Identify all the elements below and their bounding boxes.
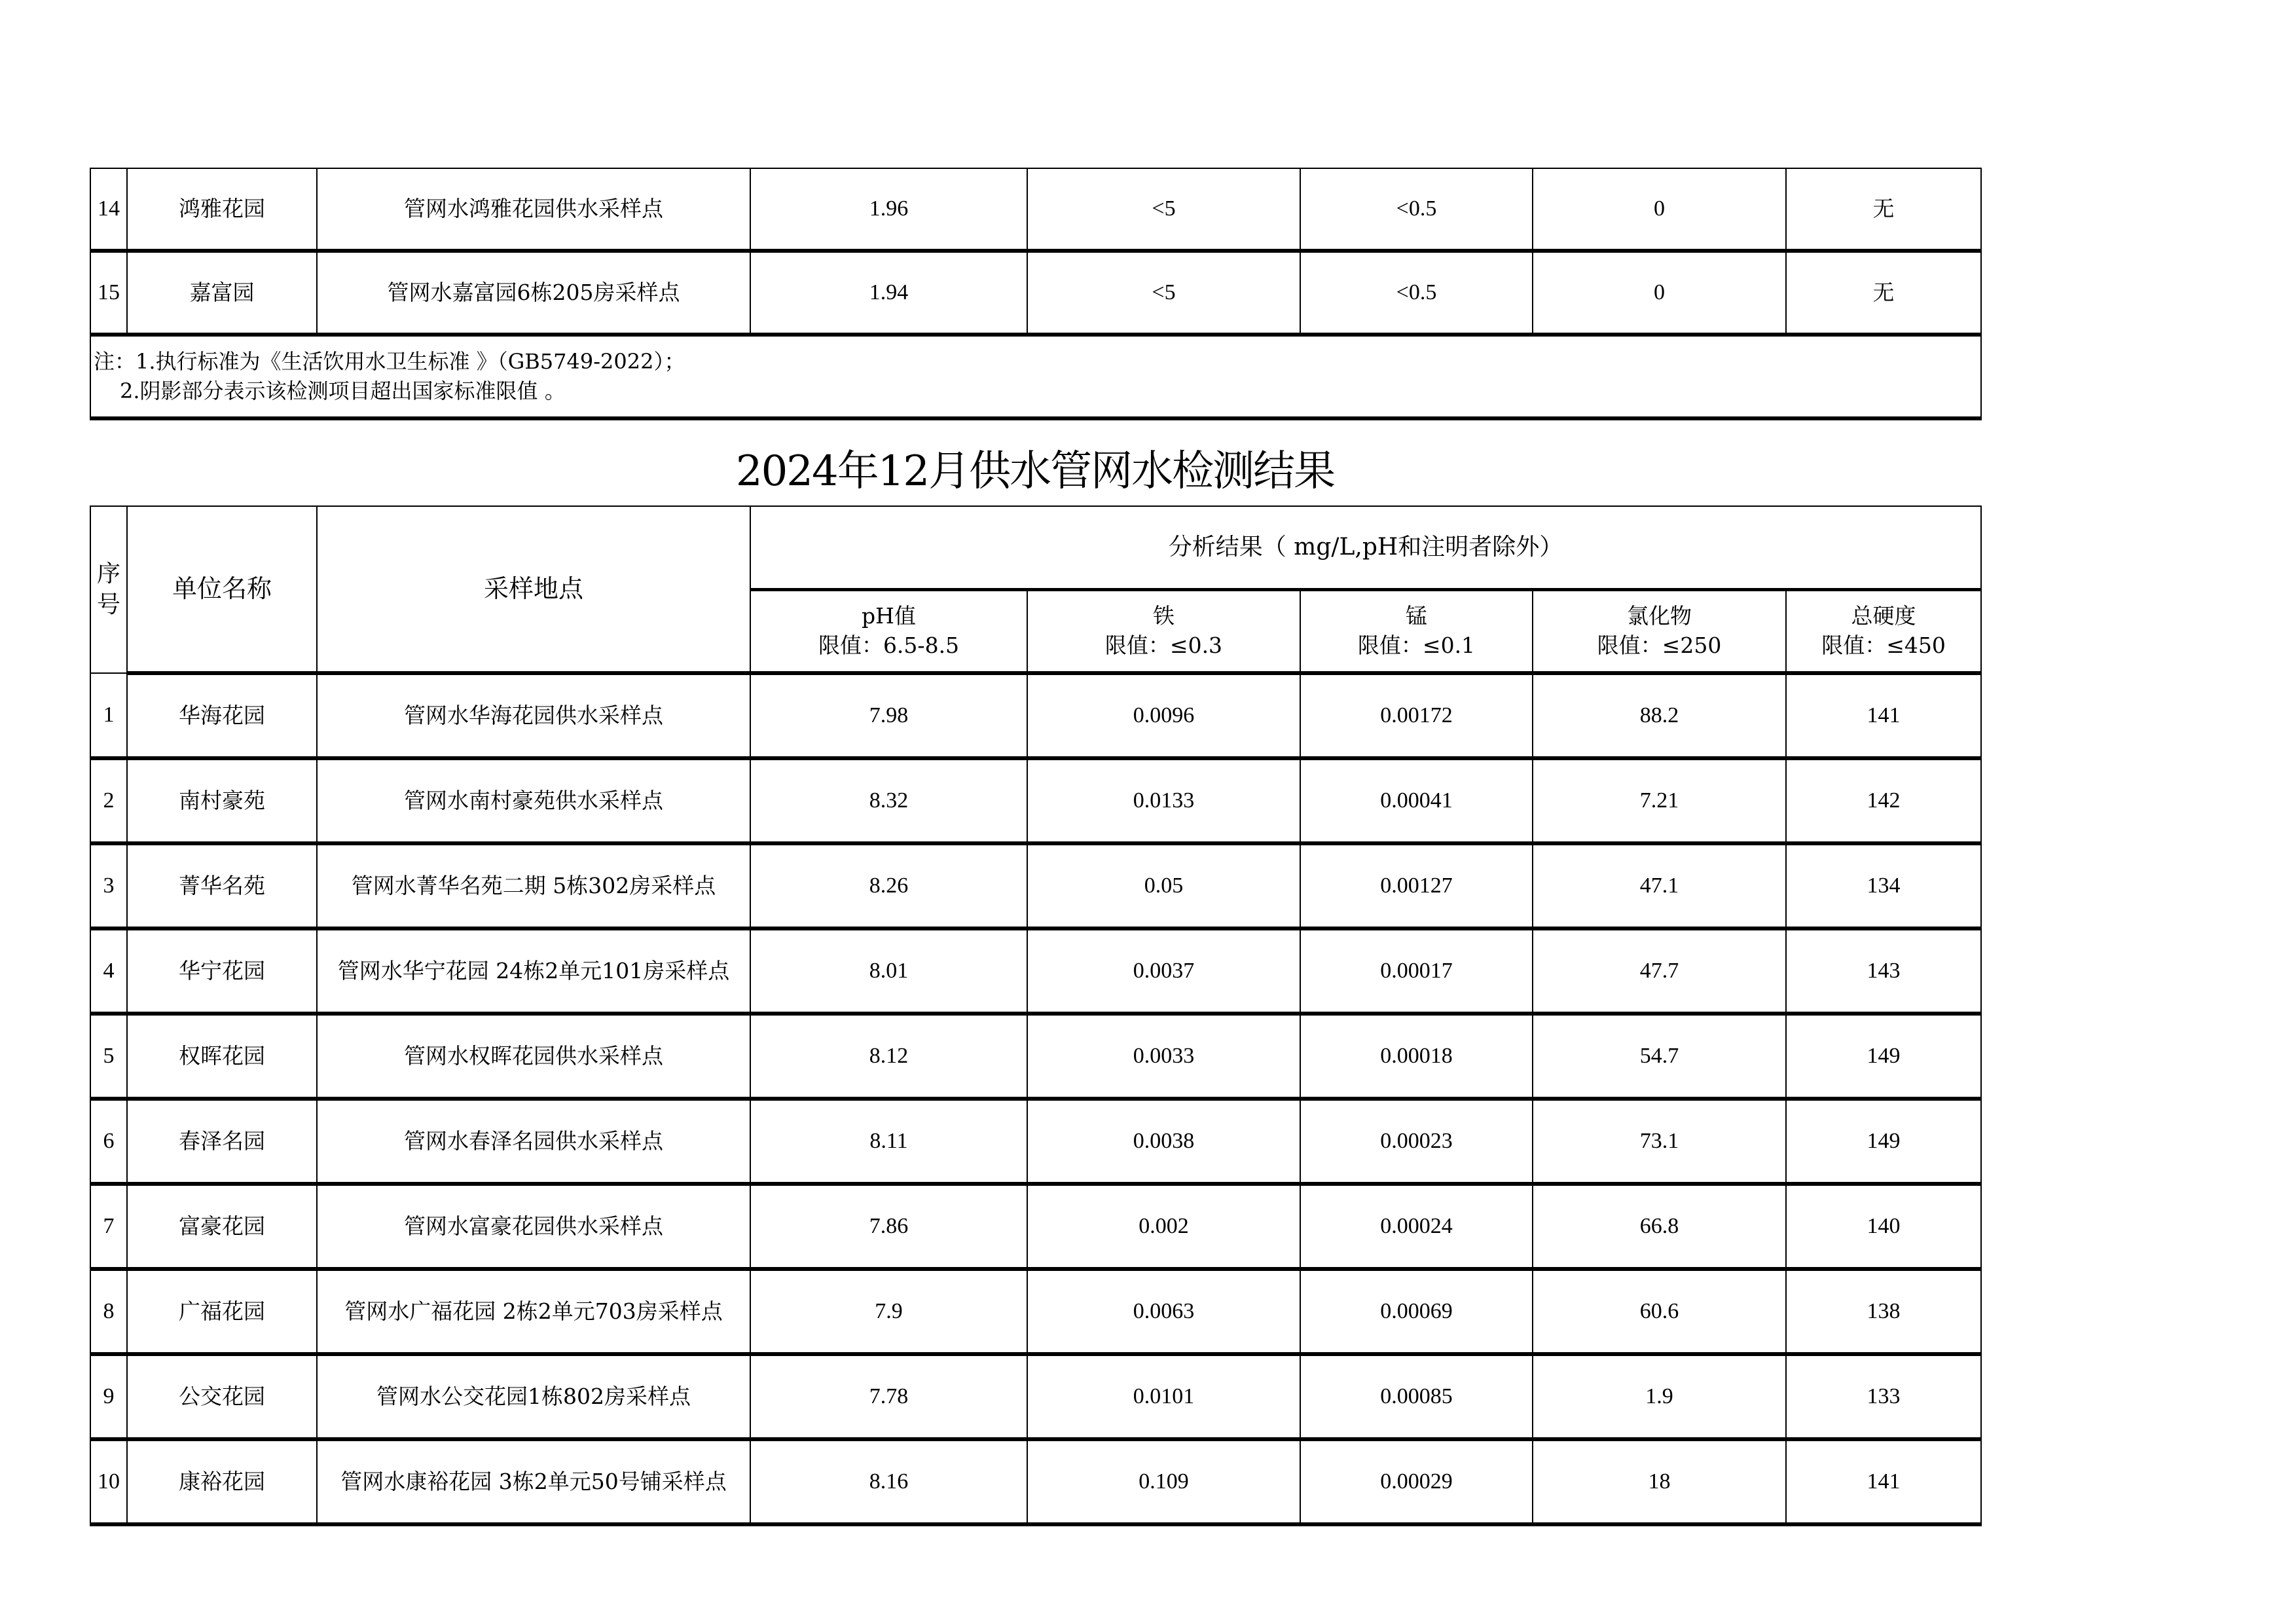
- manganese-cell: 0.00127: [1300, 843, 1533, 928]
- total-hardness-cell: 134: [1786, 843, 1981, 928]
- sampling-site-cell: 管网水鸿雅花园供水采样点: [317, 168, 750, 251]
- ph-cell: 8.11: [750, 1099, 1027, 1184]
- note-line-1: 注：1.执行标准为《生活饮用水卫生标准 》（GB5749-2022）；: [94, 349, 685, 375]
- chloride-cell: 54.7: [1533, 1014, 1786, 1099]
- total-hardness-cell: 142: [1786, 758, 1981, 843]
- unit-name-cell: 权晖花园: [127, 1014, 317, 1099]
- chloride-cell: 73.1: [1533, 1099, 1786, 1184]
- unit-name-cell: 嘉富园: [127, 251, 317, 335]
- iron-cell: 0.0063: [1027, 1269, 1300, 1354]
- ph-cell: 8.32: [750, 758, 1027, 843]
- chloride-cell: 88.2: [1533, 673, 1786, 758]
- iron-cell: 0.0037: [1027, 928, 1300, 1014]
- seq-cell: 8: [90, 1269, 127, 1354]
- chloride-cell: 7.21: [1533, 758, 1786, 843]
- table-row: [90, 1354, 1981, 1439]
- sampling-site-cell: 管网水菁华名苑二期 5栋302房采样点: [317, 843, 750, 928]
- table-row: [90, 1439, 1981, 1524]
- unit-name-cell: 富豪花园: [127, 1184, 317, 1269]
- ph-cell: 8.26: [750, 843, 1027, 928]
- unit-name-cell: 公交花园: [127, 1354, 317, 1439]
- total-hardness-cell: 149: [1786, 1014, 1981, 1099]
- unit-name-cell: 南村豪苑: [127, 758, 317, 843]
- manganese-cell: 0.00085: [1300, 1354, 1533, 1439]
- header-sampling-site: 采样地点: [317, 506, 750, 673]
- total-hardness-cell: 143: [1786, 928, 1981, 1014]
- seq-cell: 10: [90, 1439, 127, 1524]
- sampling-site-cell: 管网水春泽名园供水采样点: [317, 1099, 750, 1184]
- ph-cell: 7.78: [750, 1354, 1027, 1439]
- sampling-site-cell: 管网水公交花园1栋802房采样点: [317, 1354, 750, 1439]
- value-cell: 1.94: [750, 251, 1027, 335]
- table-row: [90, 673, 1981, 758]
- chloride-cell: 47.7: [1533, 928, 1786, 1014]
- table-row: [90, 843, 1981, 928]
- seq-cell: 1: [90, 673, 127, 758]
- ph-cell: 8.01: [750, 928, 1027, 1014]
- header-chloride: 氯化物 限值：≤250: [1533, 590, 1786, 674]
- iron-cell: 0.0096: [1027, 673, 1300, 758]
- table-row: [90, 1014, 1981, 1099]
- header-total-hardness: 总硬度 限值：≤450: [1786, 590, 1981, 674]
- manganese-cell: 0.00024: [1300, 1184, 1533, 1269]
- manganese-cell: 0.00041: [1300, 758, 1533, 843]
- table-row: [90, 251, 1981, 335]
- ph-cell: 7.98: [750, 673, 1027, 758]
- ph-cell: 7.86: [750, 1184, 1027, 1269]
- header-manganese: 锰 限值：≤0.1: [1300, 590, 1533, 674]
- seq-cell: 14: [90, 168, 127, 251]
- value-cell: 无: [1786, 168, 1981, 251]
- unit-name-cell: 鸿雅花园: [127, 168, 317, 251]
- value-cell: <0.5: [1300, 168, 1533, 251]
- chloride-cell: 18: [1533, 1439, 1786, 1524]
- header-ph: pH值 限值：6.5-8.5: [750, 590, 1027, 674]
- ph-cell: 8.16: [750, 1439, 1027, 1524]
- manganese-cell: 0.00018: [1300, 1014, 1533, 1099]
- seq-cell: 7: [90, 1184, 127, 1269]
- sampling-site-cell: 管网水嘉富园6栋205房采样点: [317, 251, 750, 335]
- water-test-results-table: [90, 505, 1982, 1526]
- manganese-cell: 0.00069: [1300, 1269, 1533, 1354]
- seq-cell: 6: [90, 1099, 127, 1184]
- seq-cell: 5: [90, 1014, 127, 1099]
- value-cell: <5: [1027, 251, 1300, 335]
- ph-cell: 7.9: [750, 1269, 1027, 1354]
- iron-cell: 0.0101: [1027, 1354, 1300, 1439]
- unit-name-cell: 春泽名园: [127, 1099, 317, 1184]
- sampling-site-cell: 管网水南村豪苑供水采样点: [317, 758, 750, 843]
- seq-cell: 15: [90, 251, 127, 335]
- value-cell: <0.5: [1300, 251, 1533, 335]
- notes-cell: [90, 335, 1981, 418]
- chloride-cell: 60.6: [1533, 1269, 1786, 1354]
- table-row: [90, 928, 1981, 1014]
- notes-row: [90, 335, 1981, 418]
- iron-cell: 0.002: [1027, 1184, 1300, 1269]
- value-cell: 无: [1786, 251, 1981, 335]
- unit-name-cell: 菁华名苑: [127, 843, 317, 928]
- note-line-2: 2.阴影部分表示该检测项目超出国家标准限值 。: [120, 378, 566, 403]
- value-cell: 1.96: [750, 168, 1027, 251]
- value-cell: <5: [1027, 168, 1300, 251]
- table-row: [90, 758, 1981, 843]
- value-cell: 0: [1533, 168, 1786, 251]
- seq-cell: 4: [90, 928, 127, 1014]
- page-title: 2024年12月供水管网水检测结果: [735, 447, 1335, 496]
- value-cell: 0: [1533, 251, 1786, 335]
- table-row: [90, 1099, 1981, 1184]
- sampling-site-cell: 管网水富豪花园供水采样点: [317, 1184, 750, 1269]
- sampling-site-cell: 管网水权晖花园供水采样点: [317, 1014, 750, 1099]
- header-unit-name: 单位名称: [127, 506, 317, 673]
- manganese-cell: 0.00023: [1300, 1099, 1533, 1184]
- total-hardness-cell: 138: [1786, 1269, 1981, 1354]
- seq-cell: 2: [90, 758, 127, 843]
- sampling-site-cell: 管网水华宁花园 24栋2单元101房采样点: [317, 928, 750, 1014]
- chloride-cell: 66.8: [1533, 1184, 1786, 1269]
- seq-cell: 3: [90, 843, 127, 928]
- total-hardness-cell: 140: [1786, 1184, 1981, 1269]
- sampling-site-cell: 管网水华海花园供水采样点: [317, 673, 750, 758]
- unit-name-cell: 华宁花园: [127, 928, 317, 1014]
- table-row: [90, 168, 1981, 251]
- manganese-cell: 0.00029: [1300, 1439, 1533, 1524]
- header-analysis-results: 分析结果（ mg/L,pH和注明者除外）: [750, 506, 1981, 590]
- ph-cell: 8.12: [750, 1014, 1027, 1099]
- seq-cell: 9: [90, 1354, 127, 1439]
- sampling-site-cell: 管网水广福花园 2栋2单元703房采样点: [317, 1269, 750, 1354]
- total-hardness-cell: 141: [1786, 1439, 1981, 1524]
- total-hardness-cell: 133: [1786, 1354, 1981, 1439]
- sampling-site-cell: 管网水康裕花园 3栋2单元50号铺采样点: [317, 1439, 750, 1524]
- unit-name-cell: 华海花园: [127, 673, 317, 758]
- header-row-1: [90, 506, 1981, 590]
- chloride-cell: 1.9: [1533, 1354, 1786, 1439]
- unit-name-cell: 康裕花园: [127, 1439, 317, 1524]
- iron-cell: 0.0038: [1027, 1099, 1300, 1184]
- iron-cell: 0.05: [1027, 843, 1300, 928]
- chloride-cell: 47.1: [1533, 843, 1786, 928]
- unit-name-cell: 广福花园: [127, 1269, 317, 1354]
- total-hardness-cell: 141: [1786, 673, 1981, 758]
- iron-cell: 0.0033: [1027, 1014, 1300, 1099]
- header-iron: 铁 限值：≤0.3: [1027, 590, 1300, 674]
- iron-cell: 0.109: [1027, 1439, 1300, 1524]
- previous-results-table-continuation: [90, 168, 1982, 420]
- manganese-cell: 0.00172: [1300, 673, 1533, 758]
- iron-cell: 0.0133: [1027, 758, 1300, 843]
- manganese-cell: 0.00017: [1300, 928, 1533, 1014]
- table-row: [90, 1269, 1981, 1354]
- table-row: [90, 1184, 1981, 1269]
- total-hardness-cell: 149: [1786, 1099, 1981, 1184]
- header-seq: 序号: [90, 506, 127, 673]
